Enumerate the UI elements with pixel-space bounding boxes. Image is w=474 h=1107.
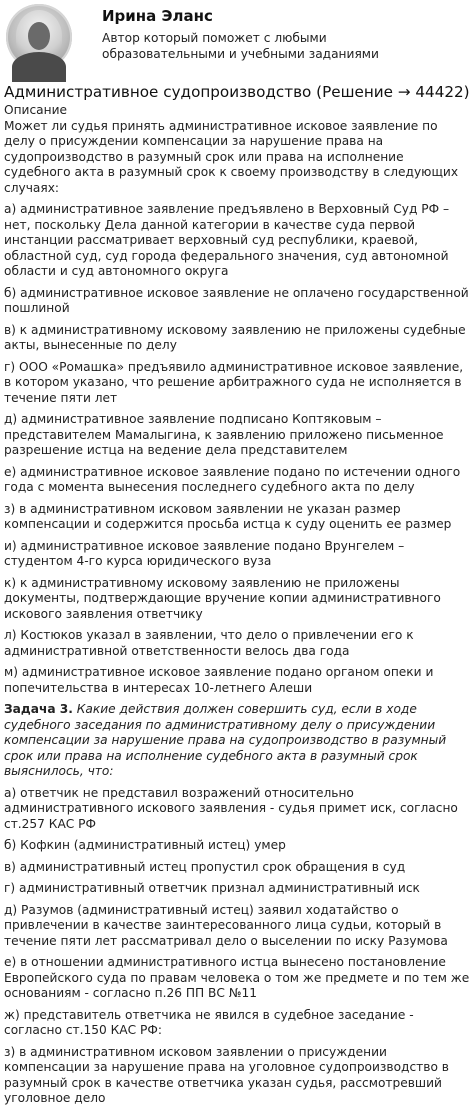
list-item: г) ООО «Ромашка» предъявило административное исковое заявление, в котором указано, что решение арбитражного суда не исполняется в течение пяти лет (4, 359, 464, 405)
list-item: м) административное исковое заявление подано органом опеки и попечительства в интересах 10-летнего Алеши (4, 665, 434, 695)
list-item: г) административный ответчик признал административный иск (4, 881, 420, 895)
list-item: к) к административному исковому заявлению не приложены документы, подтверждающие вручение копии административного искового заявления ответчику (4, 575, 441, 621)
task3-label: Задача 3. (4, 702, 73, 716)
avatar-face (28, 22, 50, 50)
list-item: е) административное исковое заявление подано по истечении одного года с момента вынесения последнего судебного акта по делу (4, 464, 461, 494)
list-item: з) в административном исковом заявлении не указан размер компенсации и содержится просьба истца к суду оценить ее размер (4, 501, 452, 531)
list-item: и) административное исковое заявление подано Врунгелем – студентом 4-го курса юридического вуза (4, 538, 405, 568)
list-item: е) в отношении административного истца вынесено постановление Европейского суда по правам человека о том же предмете и по тем же основаниям - согласно п.26 ПП ВС №11 (4, 955, 470, 1000)
list-item: д) Разумов (административный истец) заявил ходатайство о привлечении в качестве заинтересованного лица судьи, который в течение пяти лет рассматривал дело о выселении по иску Разумова (4, 902, 448, 948)
list-item: ж) представитель ответчика не явился в судебное заседание - согласно ст.150 КАС РФ: (4, 1007, 414, 1037)
avatar-shoulders (12, 52, 66, 82)
list-item: а) ответчик не представил возражений относительно административного искового заявления - судья примет иск, согласно ст.257 КАС РФ (4, 785, 458, 831)
list-item: б) Кофкин (административный истец) умер (4, 838, 286, 852)
author-name[interactable]: Ирина Эланс (102, 7, 213, 25)
task3-heading (4, 702, 470, 780)
list-item: в) к административному исковому заявлению не приложены судебные акты, вынесенные по делу (4, 322, 466, 352)
author-info (102, 4, 442, 62)
list-item: д) административное заявление подписано Коптяковым – представителем Мамалыгина, к заявлению приложено письменное разрешение истца на ведение дела представителем (4, 412, 444, 457)
list-item: з) в административном исковом заявлении о присуждении компенсации за нарушение права на уголовное судопроизводство в разумный срок в качестве ответчика указан судья, рассмотревший уголовное дело (4, 1044, 449, 1105)
task-intro: Может ли судья принять административное исковое заявление по делу о присуждении компенсации за нарушение права на судопроизводство в разумный срок или права на исполнение судебного акта в разумный срок к своему производству в следующих случаях: (4, 118, 459, 195)
list-item: л) Костюков указал в заявлении, что дело о привлечении его к административной ответственности велось два года (4, 628, 414, 658)
description-label: Описание (4, 103, 68, 117)
author-avatar[interactable] (6, 4, 72, 70)
task-content (0, 82, 474, 1107)
list-item: а) административное заявление предъявлено в Верховный Суд РФ – нет, поскольку Дела данной категории в качестве суда первой инстанции рассматривает верховный суд республики, краевой, областной суд, суд города федерального значения, суд автономной области и суд автономного округа (4, 202, 450, 278)
task3-question: Какие действия должен совершить суд, если в ходе судебного заседания по административному делу о присуждении компенсации за нарушение права на судопроизводство в разумный срок или права на исполнение судебного акта в разумный срок выяснилось, что: (4, 702, 447, 778)
list-item: в) административный истец пропустил срок обращения в суд (4, 859, 406, 874)
task-title: Административное судопроизводство (Решение → 44422) (4, 83, 470, 101)
author-description: Автор который поможет с любыми образовательными и учебными заданиями (102, 31, 379, 61)
author-card (0, 0, 474, 72)
list-item: б) административное исковое заявление не оплачено государственной пошлиной (4, 285, 469, 315)
